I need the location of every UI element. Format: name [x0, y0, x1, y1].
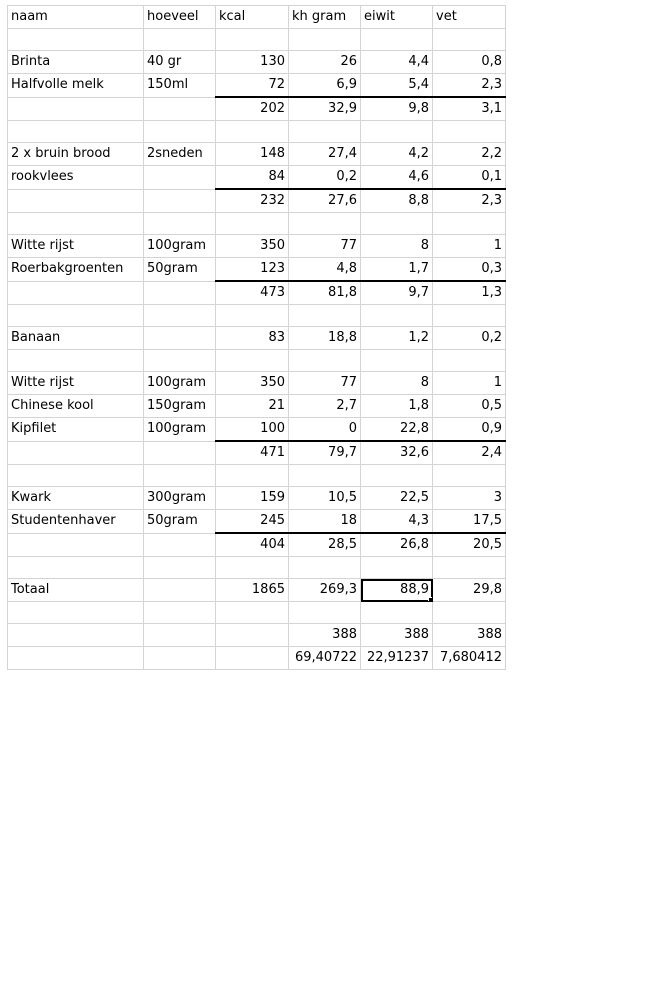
cell-eiwit[interactable]: 1,2	[361, 327, 433, 350]
cell-hoeveel[interactable]: 100gram	[144, 418, 216, 442]
table-row	[8, 121, 506, 143]
cell-hoeveel[interactable]	[144, 533, 216, 557]
cell-naam[interactable]	[8, 189, 144, 213]
cell-eiwit[interactable]	[361, 557, 433, 579]
cell-vet[interactable]: 3,1	[433, 97, 506, 121]
cell-kh-gram[interactable]: 32,9	[289, 97, 361, 121]
table-row	[8, 51, 506, 74]
cell-hoeveel[interactable]	[144, 350, 216, 372]
table-row	[8, 647, 506, 670]
cell-hoeveel[interactable]	[144, 281, 216, 305]
cell-vet[interactable]: 2,2	[433, 143, 506, 166]
cell-kh-gram[interactable]: 388	[289, 624, 361, 647]
cell-kh-gram[interactable]: 10,5	[289, 487, 361, 510]
cell-kh-gram[interactable]: 26	[289, 51, 361, 74]
cell-eiwit[interactable]: 5,4	[361, 74, 433, 98]
table-row	[8, 29, 506, 51]
cell-hoeveel[interactable]	[144, 557, 216, 579]
header-eiwit[interactable]: eiwit	[361, 6, 433, 29]
cell-kh-gram[interactable]	[289, 465, 361, 487]
table-row	[8, 372, 506, 395]
cell-kh-gram[interactable]: 77	[289, 235, 361, 258]
table-row	[8, 305, 506, 327]
cell-eiwit[interactable]	[361, 602, 433, 624]
cell-kh-gram[interactable]: 6,9	[289, 74, 361, 98]
table-row	[8, 579, 506, 602]
table-row	[8, 602, 506, 624]
table-row	[8, 97, 506, 121]
header-kcal[interactable]: kcal	[216, 6, 289, 29]
cell-eiwit[interactable]	[361, 121, 433, 143]
cell-vet[interactable]: 7,680412	[433, 647, 506, 670]
cell-kcal[interactable]: 72	[216, 74, 289, 98]
cell-vet[interactable]: 2,3	[433, 74, 506, 98]
cell-eiwit[interactable]: 4,6	[361, 166, 433, 190]
table-row	[8, 465, 506, 487]
cell-naam[interactable]	[8, 557, 144, 579]
cell-naam[interactable]	[8, 97, 144, 121]
header-vet[interactable]: vet	[433, 6, 506, 29]
cell-naam[interactable]	[8, 350, 144, 372]
cell-hoeveel[interactable]	[144, 29, 216, 51]
cell-naam[interactable]: Banaan	[8, 327, 144, 350]
cell-kcal[interactable]: 202	[216, 97, 289, 121]
cell-vet[interactable]: 0,3	[433, 258, 506, 282]
cell-hoeveel[interactable]	[144, 305, 216, 327]
cell-naam[interactable]	[8, 441, 144, 465]
cell-kcal[interactable]: 159	[216, 487, 289, 510]
table-row	[8, 395, 506, 418]
cell-naam[interactable]	[8, 465, 144, 487]
cell-kcal[interactable]	[216, 213, 289, 235]
cell-naam[interactable]: Halfvolle melk	[8, 74, 144, 98]
cell-kh-gram[interactable]: 0,2	[289, 166, 361, 190]
cell-kh-gram[interactable]	[289, 213, 361, 235]
cell-hoeveel[interactable]: 150ml	[144, 74, 216, 98]
cell-eiwit[interactable]: 8	[361, 235, 433, 258]
cell-kcal[interactable]: 21	[216, 395, 289, 418]
cell-vet[interactable]	[433, 557, 506, 579]
table-row	[8, 350, 506, 372]
cell-naam[interactable]: Kwark	[8, 487, 144, 510]
cell-kcal[interactable]: 1865	[216, 579, 289, 602]
cell-eiwit[interactable]: 9,7	[361, 281, 433, 305]
cell-eiwit[interactable]	[361, 29, 433, 51]
table-row	[8, 510, 506, 534]
selected-cell[interactable]: 88,9	[361, 579, 433, 602]
cell-vet[interactable]	[433, 121, 506, 143]
spreadsheet	[7, 5, 506, 670]
cell-kcal[interactable]: 148	[216, 143, 289, 166]
table-row	[8, 441, 506, 465]
cell-eiwit[interactable]	[361, 305, 433, 327]
cell-hoeveel[interactable]: 50gram	[144, 258, 216, 282]
cell-eiwit[interactable]: 4,3	[361, 510, 433, 534]
cell-vet[interactable]: 2,3	[433, 189, 506, 213]
cell-kcal[interactable]: 232	[216, 189, 289, 213]
table-row	[8, 143, 506, 166]
cell-kh-gram[interactable]: 79,7	[289, 441, 361, 465]
cell-hoeveel[interactable]	[144, 327, 216, 350]
cell-hoeveel[interactable]: 100gram	[144, 235, 216, 258]
cell-naam[interactable]: Roerbakgroenten	[8, 258, 144, 282]
cell-eiwit[interactable]: 4,4	[361, 51, 433, 74]
cell-eiwit[interactable]: 9,8	[361, 97, 433, 121]
cell-eiwit[interactable]: 8	[361, 372, 433, 395]
cell-hoeveel[interactable]	[144, 441, 216, 465]
cell-vet[interactable]: 388	[433, 624, 506, 647]
cell-vet[interactable]: 2,4	[433, 441, 506, 465]
cell-eiwit[interactable]: 4,2	[361, 143, 433, 166]
cell-hoeveel[interactable]: 40 gr	[144, 51, 216, 74]
cell-naam[interactable]	[8, 213, 144, 235]
cell-vet[interactable]	[433, 465, 506, 487]
cell-vet[interactable]	[433, 350, 506, 372]
cell-kh-gram[interactable]: 2,7	[289, 395, 361, 418]
cell-vet[interactable]: 1,3	[433, 281, 506, 305]
cell-naam[interactable]: Totaal	[8, 579, 144, 602]
cell-kh-gram[interactable]: 18	[289, 510, 361, 534]
cell-hoeveel[interactable]	[144, 97, 216, 121]
table-row	[8, 557, 506, 579]
cell-kh-gram[interactable]: 0	[289, 418, 361, 442]
header-hoeveel[interactable]: hoeveel	[144, 6, 216, 29]
cell-naam[interactable]: 2 x bruin brood	[8, 143, 144, 166]
cell-hoeveel[interactable]	[144, 579, 216, 602]
cell-naam[interactable]: Chinese kool	[8, 395, 144, 418]
cell-vet[interactable]: 29,8	[433, 579, 506, 602]
cell-naam[interactable]	[8, 602, 144, 624]
cell-kh-gram[interactable]: 4,8	[289, 258, 361, 282]
cell-naam[interactable]	[8, 624, 144, 647]
cell-kh-gram[interactable]	[289, 29, 361, 51]
cell-hoeveel[interactable]: 150gram	[144, 395, 216, 418]
cell-kh-gram[interactable]	[289, 350, 361, 372]
cell-naam[interactable]: Witte rijst	[8, 372, 144, 395]
cell-hoeveel[interactable]	[144, 465, 216, 487]
header-row	[8, 6, 506, 29]
cell-naam[interactable]	[8, 533, 144, 557]
table-row	[8, 213, 506, 235]
cell-hoeveel[interactable]	[144, 121, 216, 143]
cell-vet[interactable]: 0,1	[433, 166, 506, 190]
cell-kcal[interactable]: 245	[216, 510, 289, 534]
cell-kcal[interactable]: 471	[216, 441, 289, 465]
cell-kh-gram[interactable]: 81,8	[289, 281, 361, 305]
header-kh-gram[interactable]: kh gram	[289, 6, 361, 29]
cell-vet[interactable]: 0,5	[433, 395, 506, 418]
cell-vet[interactable]: 1	[433, 372, 506, 395]
cell-kcal[interactable]: 123	[216, 258, 289, 282]
cell-naam[interactable]	[8, 121, 144, 143]
cell-eiwit[interactable]: 1,7	[361, 258, 433, 282]
cell-kcal[interactable]: 473	[216, 281, 289, 305]
cell-hoeveel[interactable]	[144, 624, 216, 647]
cell-kh-gram[interactable]: 269,3	[289, 579, 361, 602]
cell-vet[interactable]	[433, 29, 506, 51]
table-row	[8, 235, 506, 258]
cell-vet[interactable]	[433, 305, 506, 327]
cell-eiwit[interactable]: 22,8	[361, 418, 433, 442]
cell-vet[interactable]: 17,5	[433, 510, 506, 534]
table-row	[8, 487, 506, 510]
cell-vet[interactable]: 3	[433, 487, 506, 510]
cell-eiwit[interactable]: 26,8	[361, 533, 433, 557]
cell-vet[interactable]: 20,5	[433, 533, 506, 557]
header-naam[interactable]: naam	[8, 6, 144, 29]
cell-vet[interactable]: 1	[433, 235, 506, 258]
cell-kh-gram[interactable]: 69,40722	[289, 647, 361, 670]
table-row	[8, 281, 506, 305]
cell-vet[interactable]: 0,2	[433, 327, 506, 350]
cell-naam[interactable]: rookvlees	[8, 166, 144, 190]
cell-eiwit[interactable]: 8,8	[361, 189, 433, 213]
cell-hoeveel[interactable]	[144, 213, 216, 235]
cell-kcal[interactable]: 84	[216, 166, 289, 190]
cell-kcal[interactable]: 130	[216, 51, 289, 74]
cell-kcal[interactable]: 350	[216, 372, 289, 395]
cell-kh-gram[interactable]: 27,4	[289, 143, 361, 166]
cell-hoeveel[interactable]: 50gram	[144, 510, 216, 534]
cell-kh-gram[interactable]: 18,8	[289, 327, 361, 350]
table-row	[8, 74, 506, 98]
table-row	[8, 189, 506, 213]
table-row	[8, 258, 506, 282]
cell-kcal[interactable]: 83	[216, 327, 289, 350]
cell-naam[interactable]: Studentenhaver	[8, 510, 144, 534]
cell-hoeveel[interactable]: 2sneden	[144, 143, 216, 166]
cell-naam[interactable]	[8, 281, 144, 305]
cell-eiwit[interactable]: 22,5	[361, 487, 433, 510]
cell-eiwit[interactable]: 22,91237	[361, 647, 433, 670]
cell-kcal[interactable]	[216, 465, 289, 487]
cell-kcal[interactable]	[216, 305, 289, 327]
cell-hoeveel[interactable]	[144, 166, 216, 190]
cell-kh-gram[interactable]	[289, 305, 361, 327]
cell-kh-gram[interactable]: 77	[289, 372, 361, 395]
cell-kcal[interactable]	[216, 29, 289, 51]
cell-hoeveel[interactable]	[144, 602, 216, 624]
cell-kcal[interactable]: 100	[216, 418, 289, 442]
cell-eiwit[interactable]: 1,8	[361, 395, 433, 418]
cell-kcal[interactable]	[216, 557, 289, 579]
cell-vet[interactable]	[433, 602, 506, 624]
cell-naam[interactable]	[8, 29, 144, 51]
cell-hoeveel[interactable]: 100gram	[144, 372, 216, 395]
cell-vet[interactable]: 0,9	[433, 418, 506, 442]
cell-kcal[interactable]: 404	[216, 533, 289, 557]
cell-eiwit[interactable]	[361, 350, 433, 372]
cell-kcal[interactable]	[216, 602, 289, 624]
cell-kh-gram[interactable]	[289, 557, 361, 579]
cell-kh-gram[interactable]: 27,6	[289, 189, 361, 213]
table-row	[8, 624, 506, 647]
cell-kcal[interactable]	[216, 624, 289, 647]
cell-naam[interactable]	[8, 305, 144, 327]
table-row	[8, 533, 506, 557]
cell-eiwit[interactable]: 32,6	[361, 441, 433, 465]
cell-naam[interactable]: Kipfilet	[8, 418, 144, 442]
table-row	[8, 418, 506, 442]
cell-kcal[interactable]	[216, 350, 289, 372]
cell-kcal[interactable]	[216, 647, 289, 670]
cell-kcal[interactable]	[216, 121, 289, 143]
cell-naam[interactable]: Witte rijst	[8, 235, 144, 258]
cell-kh-gram[interactable]: 28,5	[289, 533, 361, 557]
cell-hoeveel[interactable]	[144, 189, 216, 213]
fill-handle[interactable]	[428, 597, 433, 602]
cell-hoeveel[interactable]	[144, 647, 216, 670]
cell-hoeveel[interactable]: 300gram	[144, 487, 216, 510]
cell-naam[interactable]: Brinta	[8, 51, 144, 74]
cell-kh-gram[interactable]	[289, 121, 361, 143]
cell-kh-gram[interactable]	[289, 602, 361, 624]
table-row	[8, 327, 506, 350]
cell-eiwit[interactable]	[361, 213, 433, 235]
cell-naam[interactable]	[8, 647, 144, 670]
cell-vet[interactable]: 0,8	[433, 51, 506, 74]
cell-kcal[interactable]: 350	[216, 235, 289, 258]
cell-eiwit[interactable]	[361, 465, 433, 487]
table-row	[8, 166, 506, 190]
cell-eiwit[interactable]: 388	[361, 624, 433, 647]
cell-vet[interactable]	[433, 213, 506, 235]
spreadsheet-grid	[7, 5, 506, 670]
